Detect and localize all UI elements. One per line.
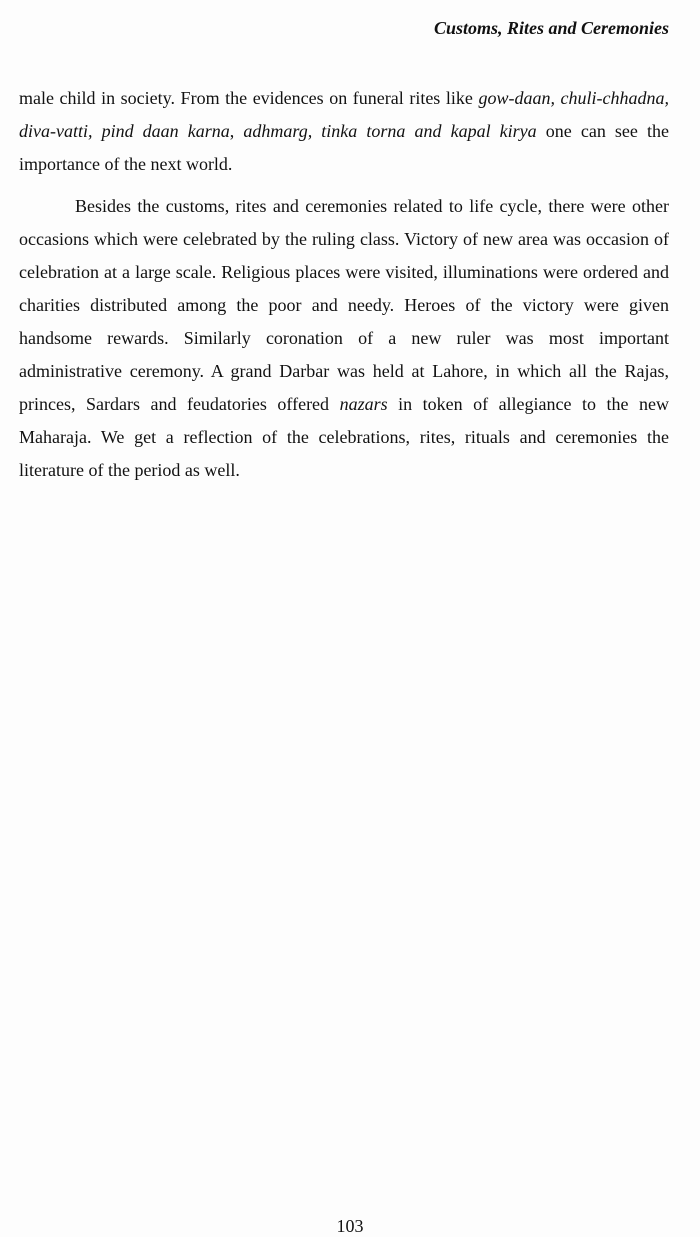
- text-segment: male child in society. From the evidences on funeral rites like: [19, 88, 479, 108]
- page-number: 103: [336, 1216, 364, 1236]
- text-segment: Besides the customs, rites and ceremonies related to life cycle, there were other occasions which were celebrated by the ruling class. Victory of new area was occasion of celebration at a large scale. Religious places were visited, illuminations were ordered and charities distributed among the poor and needy. Heroes of the victory were given handsome rewards. Similarly coronation of a new ruler was most important administrative ceremony. A grand Darbar was held at Lahore, in which all the Rajas, princes, Sardars and feudatories offered: [19, 196, 669, 414]
- paragraph-1: [19, 82, 669, 181]
- text-segment: in token of allegiance to the new Maharaja. We get a reflection of the celebrations, rites, rituals and ceremonies the literature of the period as well.: [19, 394, 669, 480]
- text-segment: ,: [229, 121, 244, 141]
- body-text: [19, 82, 669, 487]
- italic-term: adhmarg, tinka torna and kapal kirya: [243, 121, 537, 141]
- text-segment: one can see the importance of the next world.: [19, 121, 669, 174]
- paragraph-2: [19, 190, 669, 487]
- running-header: Customs, Rites and Ceremonies: [433, 18, 669, 38]
- italic-term: gow-daan, chuli-chhadna, diva-vatti, pind daan karna: [19, 88, 669, 141]
- italic-term: nazars: [339, 394, 388, 414]
